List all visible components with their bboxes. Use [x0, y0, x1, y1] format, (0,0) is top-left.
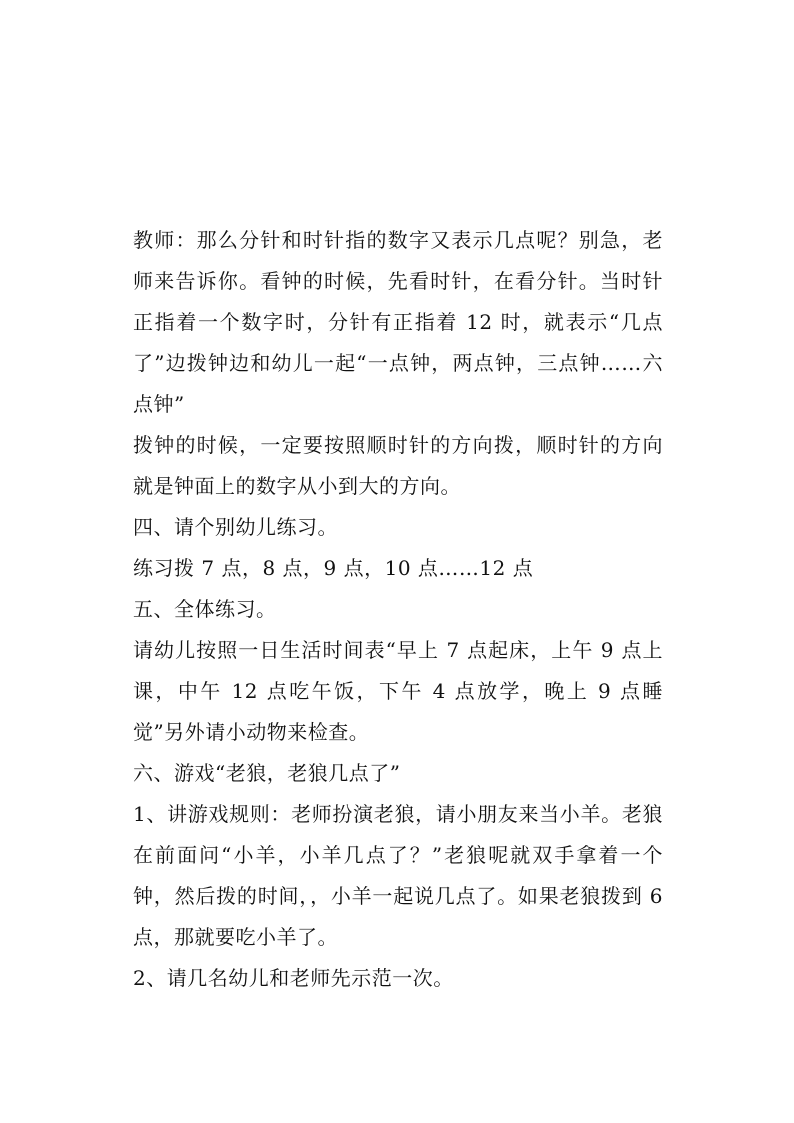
section-heading-group-practice: 五、全体练习。	[133, 597, 277, 621]
paragraph-teacher-explanation: 教师：那么分针和时针指的数字又表示几点呢？别急，老师来告诉你。看钟的时候，先看时针，在看分针。当时针正指着一个数字时，分针有正指着 12 时，就表示“几点了”边拨钟边和幼儿一起“一点钟，两点钟，三点钟……六点钟”	[133, 228, 663, 416]
paragraph-game-rules: 1、讲游戏规则：老师扮演老狼，请小朋友来当小羊。老狼在前面问“小羊，小羊几点了？”老狼呢就双手拿着一个钟，然后拨的时间，，小羊一起说几点了。如果老狼拨到 6 点，那就要吃小羊了。	[133, 802, 663, 949]
paragraph-clockwise-rule: 拨钟的时候，一定要按照顺时针的方向拨，顺时针的方向就是钟面上的数字从小到大的方向。	[133, 433, 663, 498]
section-heading-game: 六、游戏“老狼，老狼几点了”	[133, 761, 401, 785]
paragraph-practice-hours: 练习拨 7 点，8 点，9 点，10 点……12 点	[133, 556, 534, 580]
paragraph-daily-schedule: 请幼儿按照一日生活时间表“早上 7 点起床，上午 9 点上课，中午 12 点吃午饭，下午 4 点放学，晚上 9 点睡觉”另外请小动物来检查。	[133, 638, 663, 744]
paragraph-demonstration: 2、请几名幼儿和老师先示范一次。	[133, 966, 454, 990]
document-body	[133, 220, 663, 999]
section-heading-individual-practice: 四、请个别幼儿练习。	[133, 515, 338, 539]
